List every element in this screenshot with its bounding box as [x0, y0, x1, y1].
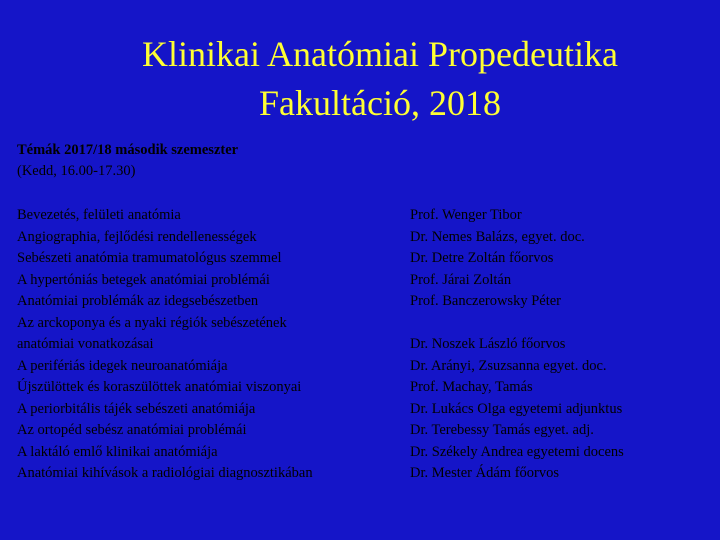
lecturer-item: Prof. Banczerowsky Péter — [410, 293, 561, 309]
topic-item: Újszülöttek és koraszülöttek anatómiai viszonyai — [17, 379, 302, 395]
topic-item: Bevezetés, felületi anatómia — [17, 207, 181, 223]
topic-item: anatómiai vonatkozásai — [17, 336, 154, 352]
topic-item: Anatómiai kihívások a radiológiai diagnosztikában — [17, 465, 313, 481]
topic-item: A periorbitális tájék sebészeti anatómiája — [17, 400, 256, 417]
lecturer-item: Dr. Lukács Olga egyetemi adjunktus — [410, 400, 623, 417]
lecturer-item: Dr. Terebessy Tamás egyet. adj. — [410, 422, 594, 438]
topic-item: Az arckoponya és a nyaki régiók sebészetének — [17, 314, 287, 331]
schedule-time: (Kedd, 16.00-17.30) — [17, 163, 136, 179]
topic-item: A hypertóniás betegek anatómiai problémái — [17, 271, 270, 288]
lecturer-item: Dr. Mester Ádám főorvos — [410, 465, 560, 481]
lecturer-item: Dr. Arányi, Zsuzsanna egyet. doc. — [410, 357, 607, 374]
slide-title — [0, 30, 720, 128]
semester-heading: Témák 2017/18 második szemeszter — [17, 142, 239, 158]
lecturer-item: Prof. Machay, Tamás — [410, 379, 533, 395]
topic-item: A perifériás idegek neuroanatómiája — [17, 357, 228, 374]
lecturer-item: Dr. Nemes Balázs, egyet. doc. — [410, 228, 585, 245]
lecturer-item: Dr. Detre Zoltán főorvos — [410, 250, 554, 266]
topics-list — [17, 205, 313, 485]
lecturer-item: Prof. Járai Zoltán — [410, 271, 512, 288]
topic-item: A laktáló emlő klinikai anatómiája — [17, 443, 218, 460]
lecturer-item: Prof. Wenger Tibor — [410, 207, 522, 223]
topic-item: Angiographia, fejlődési rendellenességek — [17, 228, 257, 245]
lecturer-item: Dr. Noszek László főorvos — [410, 336, 566, 352]
topic-item: Anatómiai problémák az idegsebészetben — [17, 293, 259, 309]
lecturer-item: Dr. Székely Andrea egyetemi docens — [410, 443, 624, 460]
topic-item: Sebészeti anatómia tramumatológus szemmel — [17, 250, 282, 266]
lecturers-list — [410, 205, 624, 485]
subheading — [17, 140, 238, 182]
topic-item: Az ortopéd sebész anatómiai problémái — [17, 422, 247, 438]
title-line-1: Klinikai Anatómiai Propedeutika — [142, 34, 618, 74]
title-line-2: Fakultáció, 2018 — [259, 83, 501, 123]
